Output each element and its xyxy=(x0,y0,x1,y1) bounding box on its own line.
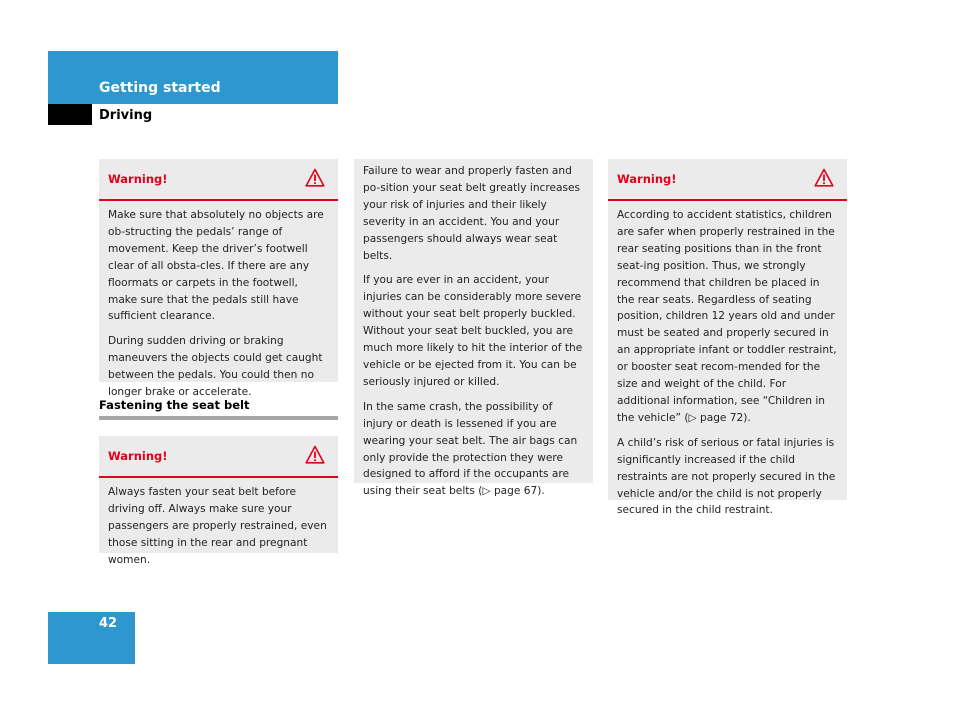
section-divider xyxy=(99,416,338,420)
warning-paragraph: During sudden driving or braking maneuvers the objects could get caught between the pedals. You could then no longer brake or accelerate. xyxy=(108,335,323,399)
warning-label: Warning! xyxy=(108,172,168,186)
info-paragraph: Failure to wear and properly fasten and po-sition your seat belt greatly increases your risk of injuries and their likely severity in an accident. You and your passengers should always wear seat belts. xyxy=(363,165,581,262)
warning-triangle-icon xyxy=(305,445,325,464)
warning-box-children xyxy=(608,159,847,517)
subsection-marker xyxy=(48,104,92,125)
warning-label: Warning! xyxy=(108,449,168,463)
info-body xyxy=(354,159,593,500)
page-number-tab xyxy=(48,612,135,664)
chapter-title: Getting started xyxy=(99,80,221,96)
warning-triangle-icon xyxy=(305,168,325,187)
warning-label: Warning! xyxy=(617,172,677,186)
chapter-header xyxy=(48,51,338,104)
warning-header xyxy=(99,159,338,201)
warning-triangle-icon xyxy=(814,168,834,187)
warning-header xyxy=(608,159,847,201)
page-number: 42 xyxy=(99,616,118,631)
warning-body xyxy=(99,478,338,569)
subsection-title: Driving xyxy=(99,108,153,123)
warning-paragraph: Make sure that absolutely no objects are ob-structing the pedals’ range of movement. Keep the driver’s footwell clear of all obsta-cles. If there are any floormats or carpets in the footwell, make sure that the pedals still have sufficient clearance. xyxy=(108,209,324,323)
warning-header xyxy=(99,436,338,478)
warning-box-pedals xyxy=(99,159,338,399)
warning-body xyxy=(99,201,338,401)
warning-paragraph: According to accident statistics, children are safer when properly restrained in the rear seating positions than in the front seat-ing position. Thus, we strongly recommend that children be placed in the rear seats. Regardless of seating position, children 12 years old and under must be seated and properly secured in an appropriate infant or toddler restraint, or booster seat recom-mended for the size and weight of the child. For additional information, see “Children in the vehicle” (▷ page 72). xyxy=(617,209,837,424)
section-heading: Fastening the seat belt xyxy=(99,398,250,412)
info-paragraph: In the same crash, the possibility of injury or death is lessened if you are wearing your seat belt. The air bags can only provide the protection they were designed to afford if the occupants are using their seat belts (▷ page 67). xyxy=(363,400,578,498)
warning-paragraph: A child’s risk of serious or fatal injuries is significantly increased if the child restraints are not properly secured in the vehicle and/or the child is not properly secured in the child restraint. xyxy=(617,436,836,517)
info-paragraph: If you are ever in an accident, your injuries can be considerably more severe without your seat belt properly buckled. Without your seat belt buckled, you are much more likely to hit the interior of the vehicle or be ejected from it. You can be seriously injured or killed. xyxy=(363,274,583,388)
warning-body xyxy=(608,201,847,519)
warning-paragraph: Always fasten your seat belt before driving off. Always make sure your passengers are properly restrained, even those sitting in the rear and pregnant women. xyxy=(108,486,327,566)
warning-box-seat-belt xyxy=(99,436,338,566)
seat-belt-info-box xyxy=(354,159,593,498)
